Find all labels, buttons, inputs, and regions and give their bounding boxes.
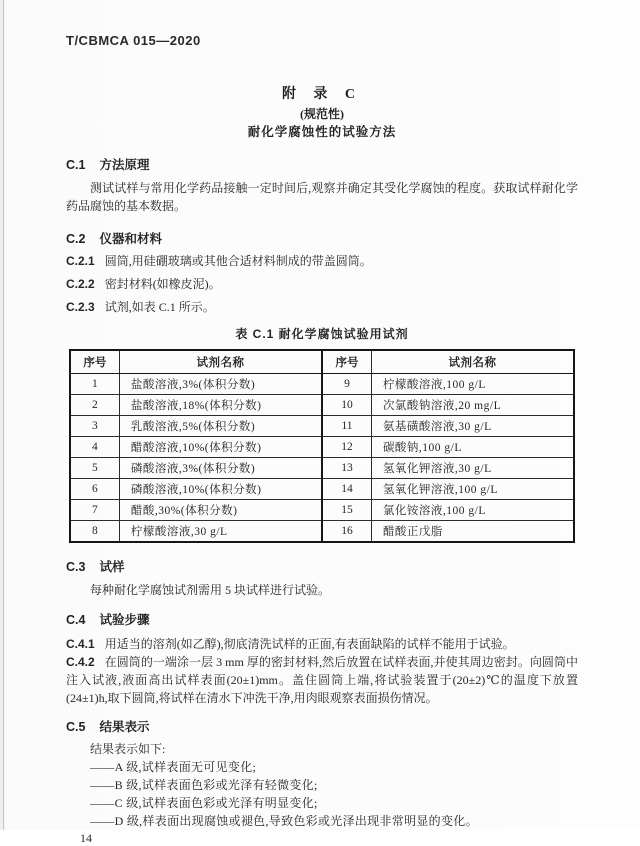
table-cell: 6	[70, 479, 119, 500]
section-title: 方法原理	[99, 158, 150, 172]
section-c3-body: 每种耐化学腐蚀试剂需用 5 块试样进行试验。	[90, 583, 331, 597]
table-cell: 1	[70, 374, 119, 395]
column-header: 试剂名称	[371, 350, 574, 374]
table-row	[70, 374, 574, 395]
section-c3-heading	[66, 559, 578, 575]
section-number: C.2	[66, 232, 86, 246]
table-cell: 4	[70, 437, 119, 458]
table-cell: 9	[322, 374, 371, 395]
clause-number: C.2.2	[66, 277, 95, 291]
column-header: 序号	[70, 350, 119, 374]
table-cell: 磷酸溶液,3%(体积分数)	[119, 458, 322, 479]
table-cell: 次氯酸钠溶液,20 mg/L	[371, 395, 574, 416]
table-cell: 醋酸正戊脂	[371, 521, 574, 543]
clause-c2-2	[66, 275, 578, 293]
result-grade-c: ——C 级,试样表面色彩或光泽有明显变化;	[90, 796, 318, 810]
clause-c4-2	[66, 653, 578, 707]
result-grade-d: ——D 级,样表面出现腐蚀或褪色,导致色彩或光泽出现非常明显的变化。	[90, 814, 478, 828]
clause-text: 在圆筒的一端涂一层 3 mm 厚的密封材料,然后放置在试样表面,并使其周边密封。向圆筒中注入试液,液面高出试样表面(20±1)mm。盖住圆筒上端,将试验装置于(20±2)℃的温度下放置(24±1)h,取下圆筒,将试样在清水下冲洗干净,用肉眼观察表面损伤情况。	[66, 655, 578, 705]
clause-number: C.2.1	[66, 254, 95, 268]
section-number: C.5	[66, 720, 86, 734]
clause-c2-1	[66, 252, 578, 270]
table-row	[70, 500, 574, 521]
clause-number: C.4.1	[66, 637, 95, 651]
table-cell: 16	[322, 521, 371, 543]
table-cell: 氢氧化钾溶液,100 g/L	[371, 479, 574, 500]
table-cell: 乳酸溶液,5%(体积分数)	[119, 416, 322, 437]
clause-text: 用适当的溶剂(如乙醇),彻底清洗试样的正面,有表面缺陷的试样不能用于试验。	[104, 637, 515, 651]
table-cell: 15	[322, 500, 371, 521]
table-cell: 醋酸溶液,10%(体积分数)	[119, 437, 322, 458]
table-cell: 盐酸溶液,3%(体积分数)	[119, 374, 322, 395]
table-row	[70, 479, 574, 500]
table-cell: 氨基磺酸溶液,30 g/L	[371, 416, 574, 437]
table-cell: 氯化铵溶液,100 g/L	[371, 500, 574, 521]
table-cell: 12	[322, 437, 371, 458]
section-title: 试验步骤	[99, 613, 150, 627]
table-cell: 盐酸溶液,18%(体积分数)	[119, 395, 322, 416]
table-header-row	[70, 350, 574, 374]
section-number: C.3	[66, 560, 86, 574]
page-number: 14	[80, 831, 92, 845]
clause-text: 密封材料(如橡皮泥)。	[104, 277, 221, 291]
section-c5-heading	[66, 719, 578, 735]
clause-c4-1	[66, 635, 578, 653]
table-cell: 7	[70, 500, 119, 521]
table-row	[70, 395, 574, 416]
table-cell: 磷酸溶液,10%(体积分数)	[119, 479, 322, 500]
table-row	[70, 437, 574, 458]
clause-c2-3	[66, 298, 578, 316]
reagents-table	[69, 349, 575, 543]
results-intro: 结果表示如下:	[90, 742, 166, 756]
appendix-title: 附 录 C	[281, 87, 363, 102]
clause-text: 圆筒,用硅硼玻璃或其他合适材料制成的带盖圆筒。	[104, 254, 372, 268]
section-title: 试样	[99, 560, 125, 574]
table-cell: 13	[322, 458, 371, 479]
normative-label: (规范性)	[300, 107, 344, 121]
table-cell: 8	[70, 521, 119, 543]
table-caption: 表 C.1 耐化学腐蚀试验用试剂	[235, 327, 409, 341]
table-cell: 10	[322, 395, 371, 416]
section-c4-heading	[66, 612, 578, 628]
table-cell: 碳酸钠,100 g/L	[371, 437, 574, 458]
clause-number: C.2.3	[66, 300, 95, 314]
table-cell: 氢氧化钾溶液,30 g/L	[371, 458, 574, 479]
result-grade-a: ——A 级,试样表面无可见变化;	[90, 760, 257, 774]
section-number: C.1	[66, 158, 86, 172]
section-c1-body: 测试试样与常用化学药品接触一定时间后,观察并确定其受化学腐蚀的程度。获取试样耐化学药品腐蚀的基本数据。	[66, 181, 578, 213]
table-row	[70, 521, 574, 543]
table-cell: 2	[70, 395, 119, 416]
clause-text: 试剂,如表 C.1 所示。	[104, 300, 215, 314]
column-header: 序号	[322, 350, 371, 374]
table-cell: 3	[70, 416, 119, 437]
table-cell: 5	[70, 458, 119, 479]
table-row	[70, 458, 574, 479]
doc-code: T/CBMCA 015—2020	[66, 33, 201, 48]
table-row	[70, 416, 574, 437]
table-cell: 14	[322, 479, 371, 500]
section-c1-heading	[66, 157, 578, 173]
table-cell: 11	[322, 416, 371, 437]
section-number: C.4	[66, 613, 86, 627]
table-cell: 柠檬酸溶液,30 g/L	[119, 521, 322, 543]
clause-number: C.4.2	[66, 655, 95, 669]
table-cell: 柠檬酸溶液,100 g/L	[371, 374, 574, 395]
section-c2-heading	[66, 231, 578, 247]
appendix-subtitle: 耐化学腐蚀性的试验方法	[247, 125, 397, 139]
appendix-title-block	[66, 85, 578, 141]
result-grade-b: ——B 级,试样表面色彩或光泽有轻微变化;	[90, 778, 318, 792]
section-title: 仪器和材料	[99, 232, 162, 246]
section-title: 结果表示	[99, 720, 150, 734]
table-cell: 醋酸,30%(体积分数)	[119, 500, 322, 521]
column-header: 试剂名称	[119, 350, 322, 374]
